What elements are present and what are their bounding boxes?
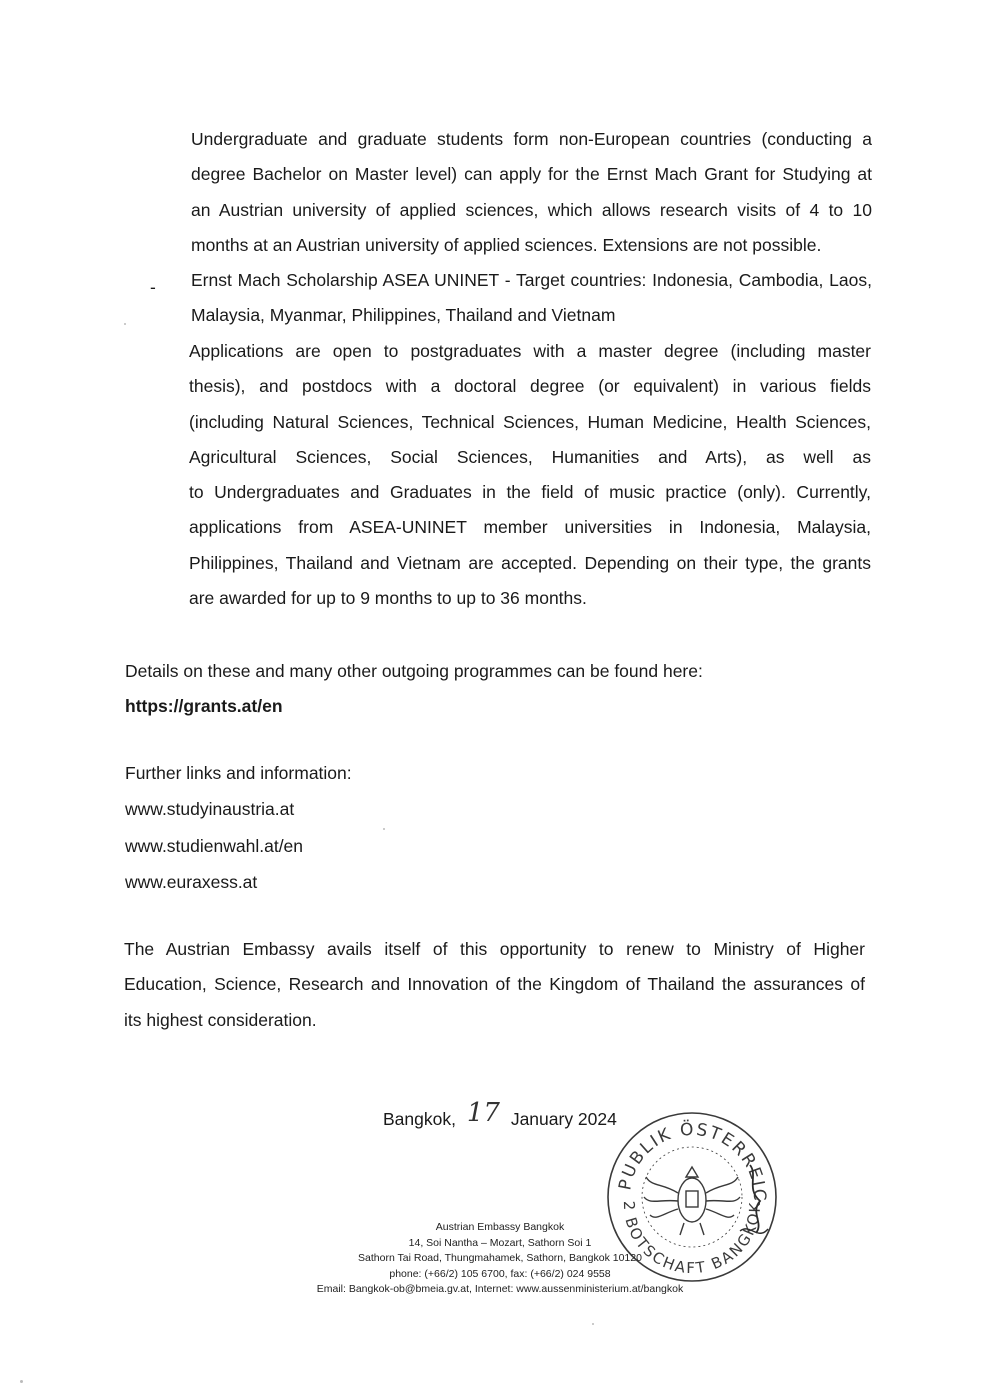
text-line: Undergraduate and graduate students form non-European countries (conducting a	[191, 129, 872, 149]
scan-speck	[592, 1323, 594, 1325]
text-line: to Undergraduates and Graduates in the field of music practice (only). Currently,	[189, 482, 871, 503]
text-line: Philippines, Thailand and Vietnam are accepted. Depending on their type, the grants	[189, 552, 871, 573]
grants-link[interactable]: https://grants.at/en	[125, 696, 283, 717]
text-line: Applications are open to postgraduates with a master degree (including master	[189, 341, 871, 361]
footer-line: phone: (+66/2) 105 6700, fax: (+66/2) 024 9558	[389, 1267, 611, 1280]
paragraph-undergraduate-grant	[191, 122, 872, 263]
closing-paragraph	[124, 932, 865, 1038]
text-line: Agricultural Sciences, Social Sciences, Humanities and Arts), as well as	[189, 446, 871, 467]
link-studienwahl[interactable]: www.studienwahl.at/en	[125, 835, 304, 856]
footer-line: Sathorn Tai Road, Thungmahamek, Sathorn, Bangkok 10120	[358, 1252, 642, 1264]
date-line	[383, 1100, 617, 1137]
further-links-block	[125, 755, 625, 900]
link-euraxess[interactable]: www.euraxess.at	[125, 871, 258, 892]
footer-line: Email: Bangkok-ob@bmeia.gv.at, Internet: www.aussenministerium.at/bangkok	[316, 1283, 684, 1295]
text-line: Malaysia, Myanmar, Philippines, Thailand and Vietnam	[191, 305, 616, 326]
link-studyinaustria[interactable]: www.studyinaustria.at	[125, 799, 295, 820]
bullet-dash: -	[150, 277, 156, 297]
bullet-asea-uninet	[191, 263, 872, 334]
scan-speck	[20, 1380, 23, 1383]
scan-speck	[383, 828, 385, 830]
text-line: an Austrian university of applied sciences, which allows research visits of 4 to 10	[191, 199, 872, 220]
text-line: its highest consideration.	[124, 1009, 317, 1030]
details-text: Details on these and many other outgoing programmes can be found here:	[125, 661, 703, 681]
scan-speck	[124, 323, 126, 325]
date-month-year: January 2024	[510, 1109, 617, 1129]
footer-line: 14, Soi Nantha – Mozart, Sathorn Soi 1	[408, 1236, 592, 1249]
text-line: months at an Austrian university of applied sciences. Extensions are not possible.	[191, 234, 822, 255]
handwritten-day: 17	[466, 1098, 500, 1128]
footer-line: Austrian Embassy Bangkok	[435, 1221, 565, 1233]
text-line: The Austrian Embassy avails itself of this opportunity to renew to Ministry of Higher	[124, 939, 865, 959]
further-links-heading: Further links and information:	[125, 763, 352, 783]
date-city: Bangkok,	[383, 1109, 456, 1129]
embassy-footer-address	[290, 1220, 710, 1298]
text-line: Ernst Mach Scholarship ASEA UNINET - Target countries: Indonesia, Cambodia, Laos,	[191, 270, 872, 290]
text-line: thesis), and postdocs with a doctoral degree (or equivalent) in various fields	[189, 376, 871, 397]
details-block	[125, 654, 825, 725]
text-line: (including Natural Sciences, Technical Sciences, Human Medicine, Health Sciences,	[189, 411, 871, 432]
text-line: degree Bachelor on Master level) can apply for the Ernst Mach Grant for Studying at	[191, 164, 872, 185]
seal-top-text: PUBLIK ÖSTERREIC	[615, 1119, 770, 1203]
seal-bottom-text: 2 BOTSCHAFT BANGKOK	[619, 1200, 765, 1278]
paragraph-asea-applications	[189, 334, 871, 616]
text-line: applications from ASEA-UNINET member universities in Indonesia, Malaysia,	[189, 517, 871, 538]
text-line: Education, Science, Research and Innovation of the Kingdom of Thailand the assurances of	[124, 974, 865, 995]
svg-text:REPUBLIK ÖSTERREICH	[600, 1105, 769, 1203]
text-line: are awarded for up to 9 months to up to 36 months.	[189, 588, 587, 609]
